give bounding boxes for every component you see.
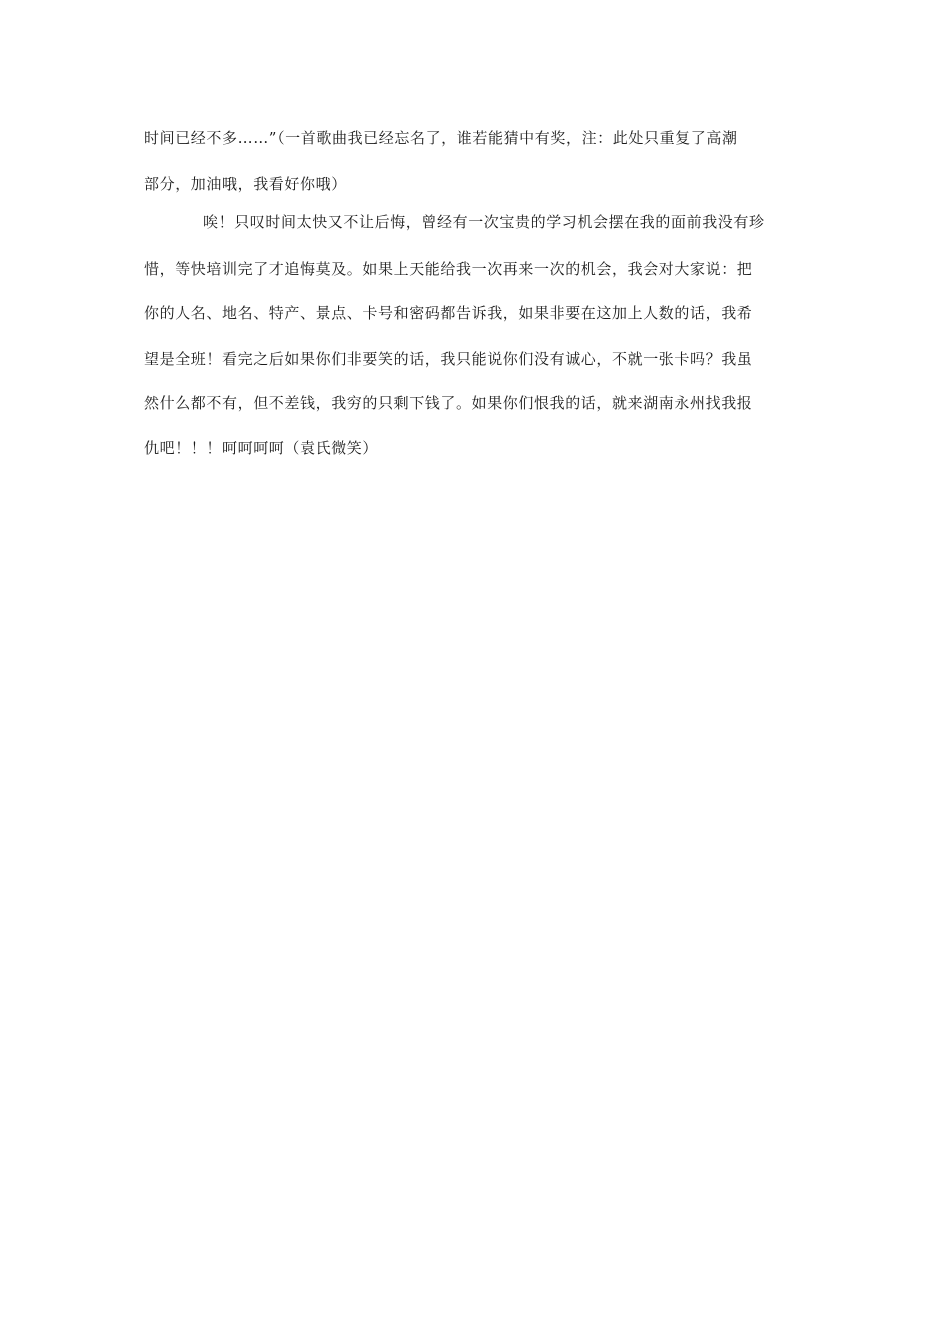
text-line: 时间已经不多……”（一首歌曲我已经忘名了，谁若能猜中有奖，注：此处只重复了高潮 (144, 129, 738, 147)
text-line: 惜，等快培训完了才追悔莫及。如果上天能给我一次再来一次的机会，我会对大家说：把 (144, 260, 753, 278)
text-line: 部分，加油哦，我看好你哦） (144, 175, 347, 193)
text-line: 你的人名、地名、特产、景点、卡号和密码都告诉我，如果非要在这加上人数的话，我希 (144, 304, 753, 322)
text-line: 唉！只叹时间太快又不让后悔，曾经有一次宝贵的学习机会摆在我的面前我没有珍 (203, 213, 765, 231)
text-line: 然什么都不有，但不差钱，我穷的只剩下钱了。如果你们恨我的话，就来湖南永州找我报 (144, 394, 753, 412)
text-line: 望是全班！看完之后如果你们非要笑的话，我只能说你们没有诚心，不就一张卡吗？我虽 (144, 350, 753, 368)
text-line: 仇吧！！！呵呵呵呵（袁氏微笑） (144, 439, 379, 457)
